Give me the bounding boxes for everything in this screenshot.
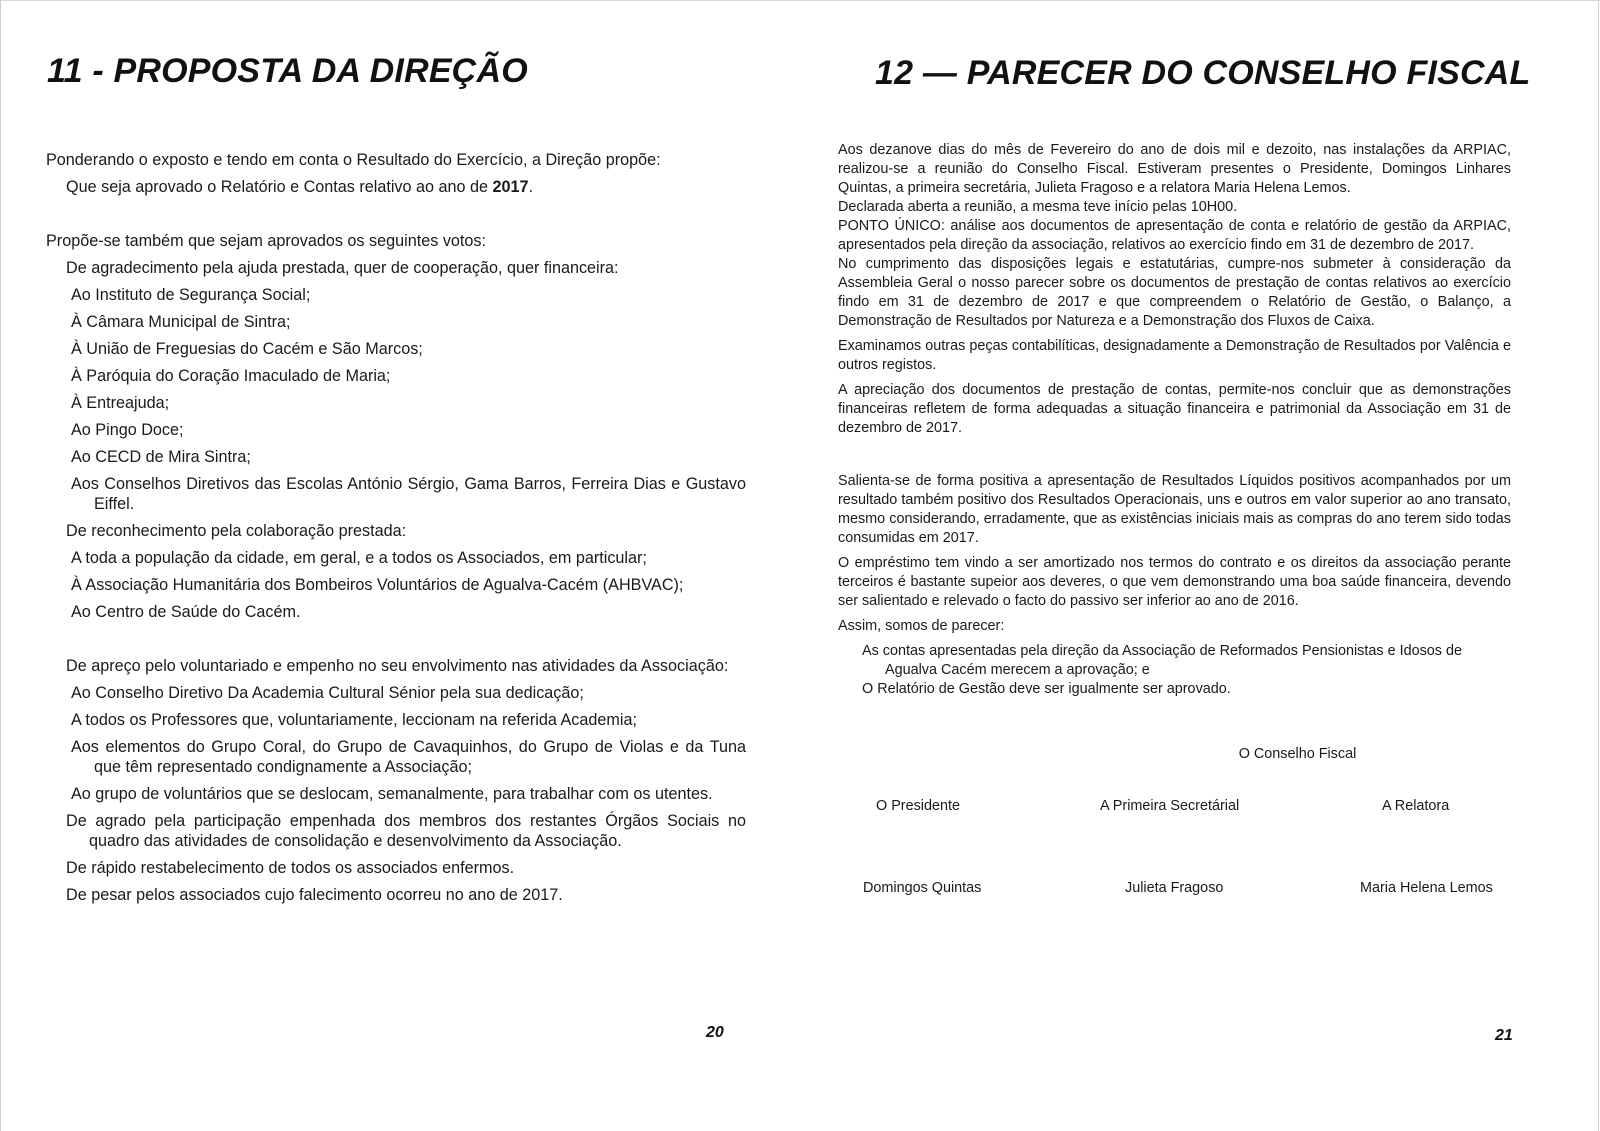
opinion-item: As contas apresentadas pela direção da Associação de Reformados Pensionistas e Idosos de Agualva Cacém merecem a aprovação; e: [862, 643, 1462, 678]
paragraph: O empréstimo tem vindo a ser amortizado nos termos do contrato e os direitos da associação perante terceiros é bastante supeior aos deveres, o que vem demonstrando uma boa saúde financeira, devendo ser salientado e relevado o facto do passivo ser inferior ao ano de 2016.: [838, 555, 1511, 609]
paragraph: A apreciação dos documentos de prestação de contas, permite-nos concluir que as demonstrações financeiras refletem de forma adequadas a situação financeira e patrimonial da Associação em 31 de dezembro de 2017.: [838, 382, 1511, 436]
list-item: De agrado pela participação empenhada dos membros dos restantes Órgãos Sociais no quadro das atividades de consolidação e desenvolvimento da Associação.: [66, 812, 746, 850]
approval-prefix: Que seja aprovado o Relatório e Contas relativo ao ano de: [66, 178, 493, 196]
list-item: À Paróquia do Coração Imaculado de Maria;: [71, 367, 391, 385]
approval-text: [46, 177, 746, 197]
name-secretary: Julieta Fragoso: [1125, 880, 1224, 896]
role-president: O Presidente: [876, 798, 960, 814]
paragraph: Examinamos outras peças contabilíticas, designadamente a Demonstração de Resultados por Valência e outros registos.: [838, 338, 1511, 373]
list-item: Aos Conselhos Diretivos das Escolas António Sérgio, Gama Barros, Ferreira Dias e Gustavo Eiffel.: [71, 475, 746, 513]
opinion-body: [838, 141, 1511, 699]
list-item: À Associação Humanitária dos Bombeiros Voluntários de Agualva-Cacém (AHBVAC);: [71, 576, 684, 594]
paragraph: Salienta-se de forma positiva a apresentação de Resultados Líquidos positivos acompanhados por um resultado também positivo dos Resultados Operacionais, uns e outros em valor superior ao ano transato, mesmo considerando, erradamente, que as existências iniciais mais as compras do ano terem sido todas consumidas em 2017.: [838, 473, 1511, 546]
list-item: A todos os Professores que, voluntariamente, leccionam na referida Academia;: [71, 711, 637, 729]
page-21: [800, 0, 1600, 1131]
list-item: Aos elementos do Grupo Coral, do Grupo de Cavaquinhos, do Grupo de Violas e da Tuna que têm representado condignamente a Associação;: [71, 738, 746, 776]
list-item: De rápido restabelecimento de todos os associados enfermos.: [66, 859, 515, 877]
list-item: Ao Instituto de Segurança Social;: [71, 286, 311, 304]
proposal-body: [46, 150, 746, 905]
approval-suffix: .: [528, 178, 534, 196]
list-item: Ao Conselho Diretivo Da Academia Cultural Sénior pela sua dedicação;: [71, 684, 584, 702]
list-item: A toda a população da cidade, em geral, e a todos os Associados, em particular;: [71, 549, 647, 567]
intro-text: Ponderando o exposto e tendo em conta o Resultado do Exercício, a Direção propõe:: [46, 151, 661, 169]
list-item: Ao Centro de Saúde do Cacém.: [71, 603, 301, 621]
thanks-heading: De agradecimento pela ajuda prestada, quer de cooperação, quer financeira:: [66, 259, 619, 277]
list-item: À Câmara Municipal de Sintra;: [71, 313, 291, 331]
votes-intro: Propõe-se também que sejam aprovados os seguintes votos:: [46, 232, 487, 250]
approval-year: 2017: [492, 178, 529, 196]
list-item: Ao Pingo Doce;: [71, 421, 184, 439]
name-rapporteur: Maria Helena Lemos: [1360, 880, 1493, 896]
paragraph: No cumprimento das disposições legais e estatutárias, cumpre-nos submeter à consideração da Assembleia Geral o nosso parecer sobre os documentos de prestação de contas relativos ao exercício findo em 31 de dezembro de 2017 e que compreendem o Relatório de Gestão, o Balanço, a Demonstração de Resultados por Natureza e a Demonstração dos Fluxos de Caixa.: [838, 256, 1511, 329]
paragraph: PONTO ÚNICO: análise aos documentos de apresentação de conta e relatório de gestão da ARPIAC, apresentados pela direção da associação, relativos ao exercício findo em 31 de dezembro de 2017.: [838, 218, 1511, 253]
list-item: À Entreajuda;: [71, 394, 170, 412]
section-11-title: 11 - PROPOSTA DA DIREÇÃO: [47, 52, 528, 90]
opinion-item: O Relatório de Gestão deve ser igualmente ser aprovado.: [862, 681, 1231, 697]
section-12-title: 12 — PARECER DO CONSELHO FISCAL: [875, 54, 1531, 92]
paragraph: Aos dezanove dias do mês de Fevereiro do ano de dois mil e dezoito, nas instalações da ARPIAC, realizou-se a reunião do Conselho Fiscal. Estiveram presentes o Presidente, Domingos Linhares Quintas, a primeira secretária, Julieta Fragoso e a relatora Maria Helena Lemos.: [838, 142, 1511, 196]
page-number: 20: [706, 1024, 724, 1041]
role-secretary: A Primeira Secretárial: [1100, 798, 1240, 814]
list-item: À União de Freguesias do Cacém e São Marcos;: [71, 340, 423, 358]
page-number: 21: [1495, 1027, 1513, 1044]
recognition-heading: De reconhecimento pela colaboração prestada:: [66, 522, 407, 540]
board-title: O Conselho Fiscal: [1238, 746, 1357, 762]
list-item: Ao grupo de voluntários que se deslocam, semanalmente, para trabalhar com os utentes.: [71, 785, 713, 803]
list-item: De pesar pelos associados cujo falecimento ocorreu no ano de 2017.: [66, 886, 563, 904]
list-item: Ao CECD de Mira Sintra;: [71, 448, 251, 466]
role-rapporteur: A Relatora: [1382, 798, 1450, 814]
paragraph: Assim, somos de parecer:: [838, 618, 1005, 634]
appreciation-heading: De apreço pelo voluntariado e empenho no seu envolvimento nas atividades da Associação:: [66, 657, 729, 675]
name-president: Domingos Quintas: [863, 880, 982, 896]
paragraph: Declarada aberta a reunião, a mesma teve início pelas 10H00.: [838, 199, 1238, 215]
